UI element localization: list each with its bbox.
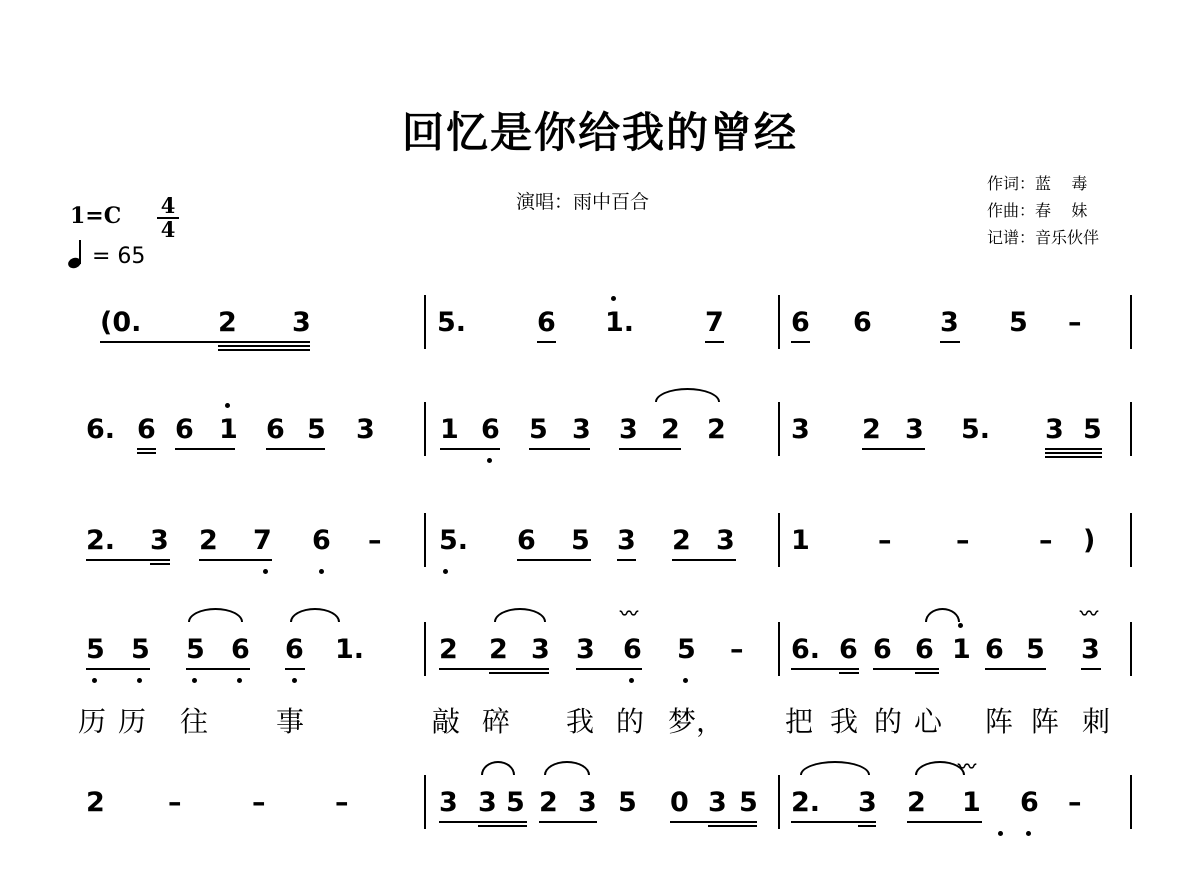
barline bbox=[778, 402, 780, 456]
duration-underline bbox=[100, 341, 310, 343]
note: 3 bbox=[716, 525, 735, 556]
high-octave-dot bbox=[611, 296, 616, 301]
note: 3 bbox=[617, 525, 636, 556]
note: ) bbox=[1083, 525, 1096, 556]
note: 1 bbox=[962, 787, 981, 818]
note: 1. bbox=[335, 634, 365, 665]
note: 5 bbox=[618, 787, 637, 818]
duration-underline bbox=[529, 448, 590, 450]
note: 2 bbox=[707, 414, 726, 445]
lyric-char: 事 bbox=[276, 705, 305, 738]
barline bbox=[424, 513, 426, 567]
note: 6 bbox=[791, 307, 810, 338]
key-signature: 1=C bbox=[70, 203, 122, 229]
note: 2 bbox=[86, 787, 105, 818]
note: 6 bbox=[623, 634, 642, 665]
note: (0. bbox=[100, 307, 142, 338]
time-signature-top: 4 bbox=[160, 193, 176, 218]
note: 5 bbox=[571, 525, 590, 556]
note: 2 bbox=[539, 787, 558, 818]
low-octave-dot bbox=[443, 569, 448, 574]
lyric-char: 历 bbox=[118, 705, 147, 738]
barline bbox=[1130, 775, 1132, 829]
note: 6 bbox=[1020, 787, 1039, 818]
tempo-marking bbox=[66, 240, 186, 272]
slur-arc bbox=[544, 761, 590, 775]
slur-arc bbox=[481, 761, 515, 775]
note: 3 bbox=[150, 525, 169, 556]
note: – bbox=[335, 787, 349, 818]
duration-underline bbox=[940, 341, 960, 343]
note: 7 bbox=[253, 525, 272, 556]
lyric-char: 碎 bbox=[482, 705, 511, 738]
trill-ornament-icon: 〰 bbox=[1080, 604, 1098, 625]
note: 2 bbox=[672, 525, 691, 556]
duration-underline bbox=[619, 448, 681, 450]
trill-ornament-icon: 〰 bbox=[958, 757, 976, 778]
note: 5. bbox=[437, 307, 467, 338]
score-row bbox=[0, 414, 1200, 510]
lyricist-credit: 作词：蓝 毒 bbox=[987, 174, 1088, 193]
lyric-char: 刺 bbox=[1082, 705, 1111, 738]
low-octave-dot bbox=[137, 678, 142, 683]
duration-underline bbox=[489, 672, 549, 674]
barline bbox=[1130, 622, 1132, 676]
high-octave-dot bbox=[225, 403, 230, 408]
duration-underline bbox=[1045, 452, 1102, 454]
duration-underline bbox=[440, 448, 500, 450]
note: 6 bbox=[175, 414, 194, 445]
duration-underline bbox=[266, 448, 325, 450]
duration-underline bbox=[1045, 456, 1102, 458]
note: 1 bbox=[219, 414, 238, 445]
lyric-char: 敲 bbox=[432, 705, 461, 738]
slur-arc bbox=[800, 761, 870, 775]
duration-underline bbox=[915, 672, 939, 674]
note: 2. bbox=[791, 787, 821, 818]
note: – bbox=[168, 787, 182, 818]
duration-underline bbox=[1045, 448, 1102, 450]
lyric-char: 梦， bbox=[668, 705, 725, 738]
duration-underline bbox=[705, 341, 724, 343]
quarter-note-stem bbox=[79, 240, 81, 264]
note: – bbox=[1068, 307, 1082, 338]
note: 6 bbox=[915, 634, 934, 665]
note: 3 bbox=[356, 414, 375, 445]
duration-underline bbox=[439, 668, 549, 670]
note: 2 bbox=[439, 634, 458, 665]
low-octave-dot bbox=[263, 569, 268, 574]
duration-underline bbox=[985, 668, 1046, 670]
duration-underline bbox=[150, 563, 170, 565]
note: 5 bbox=[131, 634, 150, 665]
note: 3 bbox=[1081, 634, 1100, 665]
low-octave-dot bbox=[629, 678, 634, 683]
note: – bbox=[252, 787, 266, 818]
note: 6 bbox=[517, 525, 536, 556]
duration-underline bbox=[791, 341, 810, 343]
note: 5 bbox=[739, 787, 758, 818]
trill-ornament-icon: 〰 bbox=[620, 604, 638, 625]
note: 3 bbox=[572, 414, 591, 445]
song-title: 回忆是你给我的曾经 bbox=[401, 108, 798, 157]
transcriber-credit: 记谱：音乐伙伴 bbox=[987, 228, 1100, 247]
note: 5 bbox=[677, 634, 696, 665]
note: 2 bbox=[218, 307, 237, 338]
duration-underline bbox=[858, 825, 876, 827]
note: 3 bbox=[292, 307, 311, 338]
duration-underline bbox=[576, 668, 642, 670]
time-signature-bottom: 4 bbox=[160, 217, 176, 242]
singer-credit: 演唱：雨中百合 bbox=[516, 191, 650, 213]
barline bbox=[778, 295, 780, 349]
barline bbox=[778, 775, 780, 829]
credits-block bbox=[987, 170, 1099, 251]
duration-underline bbox=[285, 668, 305, 670]
barline bbox=[424, 775, 426, 829]
time-signature bbox=[157, 193, 179, 242]
note: – bbox=[956, 525, 970, 556]
duration-underline bbox=[137, 448, 156, 450]
note: 2 bbox=[907, 787, 926, 818]
lyric-char: 阵 bbox=[1031, 705, 1060, 738]
note: 5 bbox=[86, 634, 105, 665]
low-octave-dot bbox=[998, 831, 1003, 836]
note: 6. bbox=[791, 634, 821, 665]
note: 6 bbox=[266, 414, 285, 445]
note: 3 bbox=[1045, 414, 1064, 445]
note: 3 bbox=[905, 414, 924, 445]
note: 0 bbox=[670, 787, 689, 818]
duration-underline bbox=[218, 345, 310, 347]
barline bbox=[424, 402, 426, 456]
barline bbox=[424, 295, 426, 349]
note: 5. bbox=[961, 414, 991, 445]
low-octave-dot bbox=[1026, 831, 1031, 836]
note: 3 bbox=[708, 787, 727, 818]
note: 5 bbox=[529, 414, 548, 445]
duration-underline bbox=[672, 559, 736, 561]
lyric-char: 我 bbox=[830, 705, 859, 738]
note: – bbox=[1068, 787, 1082, 818]
duration-underline bbox=[478, 825, 527, 827]
note: 5 bbox=[1083, 414, 1102, 445]
low-octave-dot bbox=[487, 458, 492, 463]
note: 1 bbox=[791, 525, 810, 556]
duration-underline bbox=[439, 821, 527, 823]
note: 2 bbox=[489, 634, 508, 665]
note: 6 bbox=[285, 634, 304, 665]
score-row bbox=[0, 307, 1200, 403]
low-octave-dot bbox=[192, 678, 197, 683]
score-row bbox=[0, 525, 1200, 625]
low-octave-dot bbox=[237, 678, 242, 683]
barline bbox=[778, 622, 780, 676]
lyric-char: 阵 bbox=[985, 705, 1014, 738]
duration-underline bbox=[537, 341, 556, 343]
tempo-value: = 65 bbox=[92, 244, 146, 269]
composer-credit: 作曲：春 妹 bbox=[987, 201, 1088, 220]
lyric-char: 的 bbox=[616, 705, 645, 738]
duration-underline bbox=[186, 668, 250, 670]
duration-underline bbox=[517, 559, 591, 561]
note: 5 bbox=[186, 634, 205, 665]
duration-underline bbox=[137, 452, 156, 454]
duration-underline bbox=[218, 349, 310, 351]
duration-underline bbox=[617, 559, 636, 561]
note: 6 bbox=[839, 634, 858, 665]
note: 3 bbox=[531, 634, 550, 665]
note: 5 bbox=[1009, 307, 1028, 338]
note: – bbox=[730, 634, 744, 665]
note: 5 bbox=[307, 414, 326, 445]
low-octave-dot bbox=[92, 678, 97, 683]
lyric-char: 心 bbox=[914, 705, 943, 738]
lyric-char: 把 bbox=[785, 705, 814, 738]
note: 2 bbox=[862, 414, 881, 445]
note: 3 bbox=[619, 414, 638, 445]
lyric-char: 往 bbox=[180, 705, 209, 738]
note: – bbox=[368, 525, 382, 556]
duration-underline bbox=[791, 821, 876, 823]
duration-underline bbox=[907, 821, 982, 823]
lyric-char: 历 bbox=[78, 705, 107, 738]
note: 6 bbox=[537, 307, 556, 338]
note: 2 bbox=[661, 414, 680, 445]
low-octave-dot bbox=[292, 678, 297, 683]
note: – bbox=[878, 525, 892, 556]
duration-underline bbox=[839, 672, 859, 674]
note: 6 bbox=[137, 414, 156, 445]
note: 1 bbox=[440, 414, 459, 445]
barline bbox=[424, 622, 426, 676]
duration-underline bbox=[708, 825, 757, 827]
duration-underline bbox=[862, 448, 925, 450]
note: 3 bbox=[940, 307, 959, 338]
barline bbox=[1130, 295, 1132, 349]
lyric-char: 的 bbox=[874, 705, 903, 738]
note: 7 bbox=[705, 307, 724, 338]
note: 6 bbox=[985, 634, 1004, 665]
note: 6. bbox=[86, 414, 116, 445]
note: 3 bbox=[478, 787, 497, 818]
duration-underline bbox=[1081, 668, 1101, 670]
duration-underline bbox=[791, 668, 859, 670]
note: 3 bbox=[791, 414, 810, 445]
barline bbox=[1130, 513, 1132, 567]
note: 5. bbox=[439, 525, 469, 556]
low-octave-dot bbox=[683, 678, 688, 683]
note: 6 bbox=[873, 634, 892, 665]
note: 3 bbox=[858, 787, 877, 818]
note: 3 bbox=[578, 787, 597, 818]
note: 3 bbox=[576, 634, 595, 665]
duration-underline bbox=[86, 559, 170, 561]
note: 6 bbox=[853, 307, 872, 338]
note: 6 bbox=[312, 525, 331, 556]
note: 2. bbox=[86, 525, 116, 556]
note: 1. bbox=[605, 307, 635, 338]
duration-underline bbox=[199, 559, 272, 561]
note: – bbox=[1039, 525, 1053, 556]
duration-underline bbox=[670, 821, 757, 823]
duration-underline bbox=[175, 448, 235, 450]
note: 1 bbox=[952, 634, 971, 665]
lyric-char: 我 bbox=[566, 705, 595, 738]
barline bbox=[1130, 402, 1132, 456]
low-octave-dot bbox=[319, 569, 324, 574]
note: 5 bbox=[506, 787, 525, 818]
duration-underline bbox=[873, 668, 939, 670]
high-octave-dot bbox=[958, 623, 963, 628]
note: 3 bbox=[439, 787, 458, 818]
duration-underline bbox=[86, 668, 150, 670]
note: 2 bbox=[199, 525, 218, 556]
score-row bbox=[0, 757, 1200, 883]
duration-underline bbox=[539, 821, 597, 823]
note: 5 bbox=[1026, 634, 1045, 665]
barline bbox=[778, 513, 780, 567]
note: 6 bbox=[231, 634, 250, 665]
note: 6 bbox=[481, 414, 500, 445]
